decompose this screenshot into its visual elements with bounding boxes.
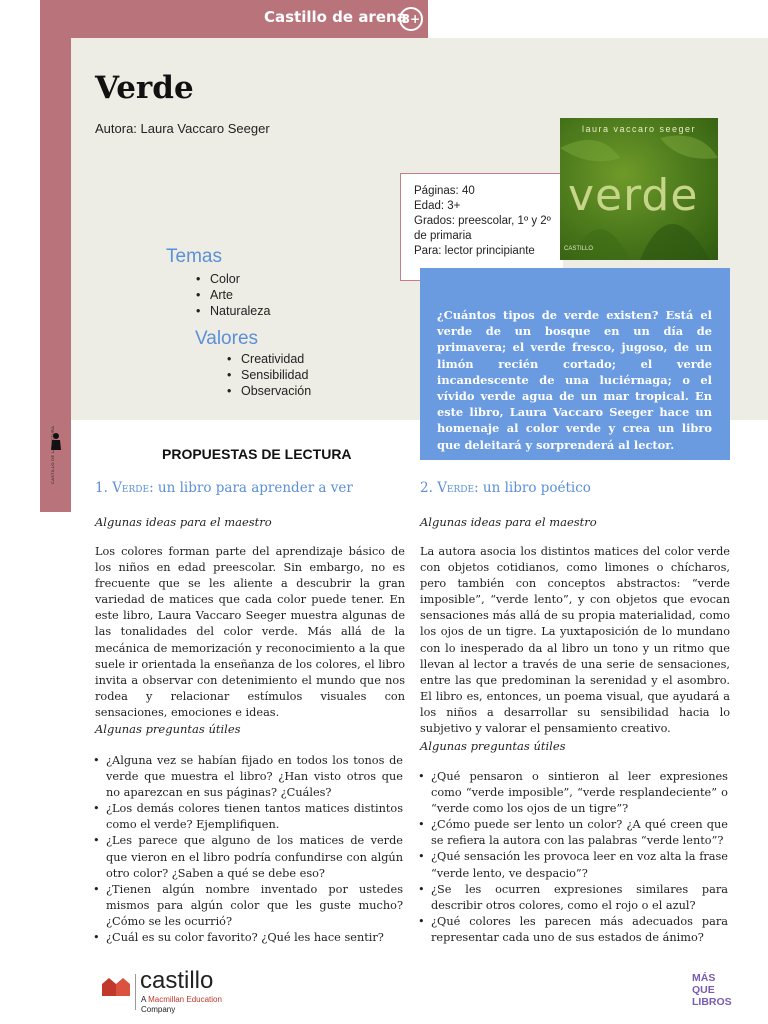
question-item: • ¿Cómo puede ser lento un color? ¿A qué creen que se refiera la autora con las palabras “verde lento”? — [418, 817, 728, 849]
mql-line-3: LIBROS — [692, 996, 732, 1008]
column2-questions — [418, 769, 728, 946]
info-pages: Páginas: 40 — [414, 185, 475, 197]
side-logo-text: CASTILLO DE LA LECTURA — [50, 425, 55, 484]
question-item: • ¿Les parece que alguno de los matices de verde que vieron en el libro podría confundirse con algún otro color? ¿Saben a qué se debe eso? — [93, 833, 403, 881]
valores-item: • Creatividad — [227, 351, 311, 367]
mql-line-2: QUE — [692, 984, 715, 996]
column1-questions-heading: Algunas preguntas útiles — [95, 722, 241, 736]
cover-publisher: CASTILLO — [564, 246, 594, 252]
info-grades-cont: de primaria — [414, 230, 472, 242]
column1-teacher-ideas-heading: Algunas ideas para el maestro — [95, 515, 272, 529]
book-cover-image — [560, 118, 718, 260]
summary-box — [420, 268, 730, 460]
column2-title-number: 2. — [420, 480, 433, 496]
question-item: • ¿Tienen algún nombre inventado por ustedes mismos para algún color que les guste mucho? ¿Cómo se les ocurrió? — [93, 882, 403, 930]
column2-title-rest: : un libro poético — [474, 480, 591, 496]
mas-que-libros-logo — [692, 972, 734, 1008]
column1-paragraph: Los colores forman parte del aprendizaje básico de los niños en edad preescolar. Sin embargo, no es frecuente que se les aliente a descubrir la gran variedad de matices que cada color puede tener. En este libro, Laura Vaccaro Seeger muestra algunas de las tonalidades del color verde. Más allá de la mecánica de memorización y reconocimiento a la que suele ir orientada la enseñanza de los colores, el libro invita a observar con detenimiento el mundo que nos rodea y relacionar estímulos visuales con sensaciones, emociones e ideas. — [95, 545, 405, 719]
castillo-lectura-logo — [47, 408, 65, 484]
cover-author: laura vaccaro seeger — [581, 124, 697, 134]
book-info-box — [400, 173, 563, 281]
column2-teacher-ideas-heading: Algunas ideas para el maestro — [420, 515, 597, 529]
column2-title-word: Verde — [437, 480, 475, 496]
question-item: • ¿Cuál es su color favorito? ¿Qué les hace sentir? — [93, 930, 403, 946]
question-item: • ¿Se les ocurren expresiones similares para describir otros colores, como el rojo o el azul? — [418, 882, 728, 914]
age-badge: 3+ — [399, 7, 423, 31]
section-heading: PROPUESTAS DE LECTURA — [162, 446, 352, 462]
question-item: • ¿Alguna vez se habían fijado en todos los tonos de verde que muestra el libro? ¿Han visto otros que no aparezcan en sus páginas? ¿Cuáles? — [93, 753, 403, 801]
mql-line-1: MÁS — [692, 972, 716, 984]
temas-item: • Arte — [196, 287, 270, 303]
column2-title — [420, 480, 591, 496]
question-item: • ¿Los demás colores tienen tantos matices distintos como el verde? Ejemplifiquen. — [93, 801, 403, 833]
valores-list — [227, 351, 311, 399]
column1-title-rest: : un libro para aprender a ver — [149, 480, 353, 496]
temas-list — [196, 271, 270, 319]
book-title: Verde — [95, 70, 194, 106]
temas-item: • Color — [196, 271, 270, 287]
valores-item: • Sensibilidad — [227, 367, 311, 383]
book-author: Autora: Laura Vaccaro Seeger — [95, 121, 270, 136]
info-age: Edad: 3+ — [414, 200, 461, 212]
temas-heading: Temas — [166, 246, 222, 267]
question-item: • ¿Qué colores les parecen más adecuados para representar cada uno de sus estados de ánimo? — [418, 914, 728, 946]
tagline-accent: Macmillan Education — [148, 995, 222, 1004]
valores-item: • Observación — [227, 383, 311, 399]
info-reader: Para: lector principiante — [414, 245, 535, 257]
column2-questions-heading: Algunas preguntas útiles — [420, 739, 566, 753]
column1-questions — [93, 753, 403, 946]
column1-title — [95, 480, 353, 496]
series-name: Castillo de arena — [264, 8, 407, 26]
column1-title-word: Verde — [112, 480, 150, 496]
castillo-logo-icon — [102, 976, 130, 996]
footer-brand: castillo — [140, 967, 214, 994]
info-grades: Grados: preescolar, 1º y 2º — [414, 215, 551, 227]
temas-item: • Naturaleza — [196, 303, 270, 319]
column1-title-number: 1. — [95, 480, 108, 496]
question-item: • ¿Qué sensación les provoca leer en voz alta la frase “verde lento, ve despacio”? — [418, 849, 728, 881]
cover-title: verde — [568, 170, 699, 221]
summary-text: ¿Cuántos tipos de verde existen? Está el verde de un bosque en un día de primavera; el verde fresco, jugoso, de un limón recién cortado; el verde incandescente de una luciérnaga; o el vívido verde agua de un mar tropical. En este libro, Laura Vaccaro Seeger hace un homenaje al color verde y crea un libro que deleitará y sorprenderá al lector. — [437, 308, 712, 452]
footer-divider — [135, 974, 136, 1010]
question-item: • ¿Qué pensaron o sintieron al leer expresiones como “verde imposible”, “verde resplandeciente” o “verde como los ojos de un tigre”? — [418, 769, 728, 817]
footer-tagline — [141, 995, 261, 1015]
valores-heading: Valores — [195, 328, 259, 349]
tagline-prefix: A — [141, 995, 149, 1004]
tagline-suffix: Company — [141, 1005, 176, 1014]
column2-paragraph: La autora asocia los distintos matices del color verde con objetos cotidianos, como limones o chícharos, pero también con conceptos abstractos: “verde imposible”, “verde lento”, y con objetos que evocan sensaciones más allá de su propia materialidad, como los ojos de un tigre. La yuxtaposición de lo mundano con lo inesperado da al libro un tono y un ritmo que llevan al lector a través de una serie de sensaciones, entre las que predominan la serenidad y el asombro. El libro es, entonces, un poema visual, que ayudará a los niños a desarrollar su sensibilidad hacia lo subjetivo y valorar el pensamiento creativo. — [420, 545, 730, 736]
